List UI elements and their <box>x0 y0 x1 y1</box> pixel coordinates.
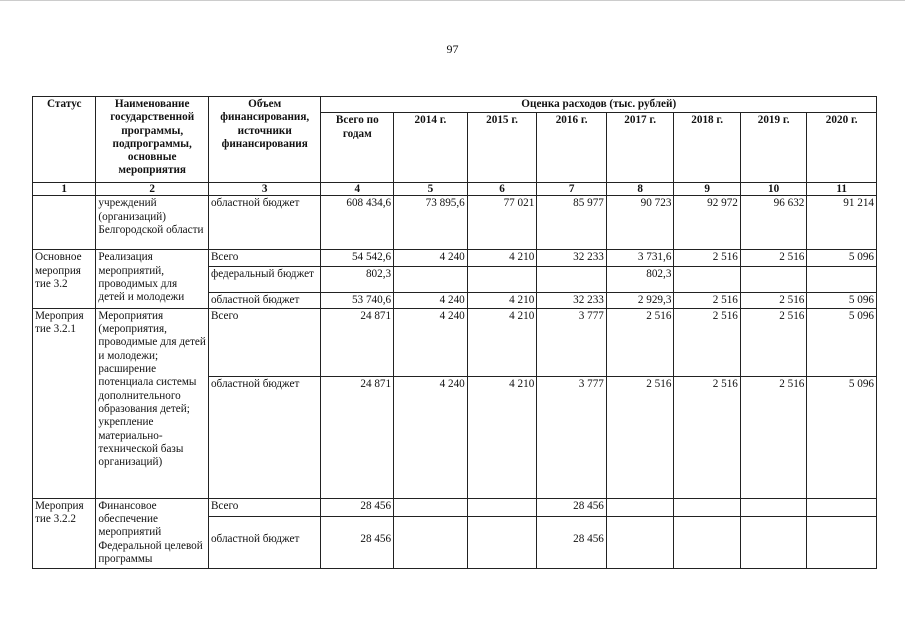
value-2018: 2 516 <box>674 250 740 266</box>
value-2014 <box>394 516 468 568</box>
column-number: 6 <box>467 183 537 196</box>
status-cell: Мероприя тие 3.2.1 <box>33 308 96 498</box>
table-row-3-2-2-total <box>33 498 877 516</box>
value-2017 <box>606 498 674 516</box>
header-total: Всего по годам <box>321 113 394 183</box>
value-2017: 2 516 <box>606 308 674 376</box>
value-2017: 802,3 <box>606 266 674 292</box>
source-cell: федеральный бюджет <box>208 266 321 292</box>
page-number: 97 <box>446 42 459 56</box>
value-2019 <box>740 266 806 292</box>
value-total: 54 542,6 <box>321 250 394 266</box>
value-2020: 91 214 <box>807 196 877 250</box>
name-cell: Реализация мероприятий, проводимых для детей и молодежи <box>96 250 209 309</box>
value-2017: 2 516 <box>606 376 674 498</box>
source-cell: Всего <box>208 250 321 266</box>
column-number: 1 <box>33 183 96 196</box>
header-year-2015: 2015 г. <box>467 113 537 183</box>
value-2020: 5 096 <box>807 292 877 308</box>
table-row-3-2-1-total <box>33 308 877 376</box>
value-2019: 2 516 <box>740 250 806 266</box>
source-cell: областной бюджет <box>208 376 321 498</box>
header-year-2014: 2014 г. <box>394 113 468 183</box>
header-estimate: Оценка расходов (тыс. рублей) <box>321 97 877 113</box>
value-2015: 4 210 <box>467 250 537 266</box>
value-2015 <box>467 498 537 516</box>
value-2014 <box>394 498 468 516</box>
value-2016: 3 777 <box>537 308 607 376</box>
header-year-2017: 2017 г. <box>606 113 674 183</box>
value-2019: 2 516 <box>740 376 806 498</box>
source-cell: областной бюджет <box>208 516 321 568</box>
column-number: 2 <box>96 183 209 196</box>
source-cell: Всего <box>208 498 321 516</box>
value-2015: 4 210 <box>467 292 537 308</box>
value-2015 <box>467 266 537 292</box>
value-2015: 4 210 <box>467 308 537 376</box>
column-number-row <box>33 183 877 196</box>
source-cell: областной бюджет <box>208 196 321 250</box>
value-total: 28 456 <box>321 516 394 568</box>
value-2014: 4 240 <box>394 250 468 266</box>
value-2017 <box>606 516 674 568</box>
value-2016: 32 233 <box>537 250 607 266</box>
column-number: 5 <box>394 183 468 196</box>
source-cell: Всего <box>208 308 321 376</box>
value-2014: 4 240 <box>394 376 468 498</box>
value-2016: 28 456 <box>537 516 607 568</box>
value-2015: 77 021 <box>467 196 537 250</box>
name-cell: учреждений (организаций) Белгородской области <box>96 196 209 250</box>
status-cell: Мероприя тие 3.2.2 <box>33 498 96 568</box>
value-2019: 2 516 <box>740 308 806 376</box>
header-year-2020: 2020 г. <box>807 113 877 183</box>
value-2020 <box>807 266 877 292</box>
column-number: 11 <box>807 183 877 196</box>
value-2019: 96 632 <box>740 196 806 250</box>
value-total: 802,3 <box>321 266 394 292</box>
value-2018 <box>674 516 740 568</box>
header-year-2019: 2019 г. <box>740 113 806 183</box>
value-2020: 5 096 <box>807 250 877 266</box>
header-year-2016: 2016 г. <box>537 113 607 183</box>
status-cell: Основное мероприя тие 3.2 <box>33 250 96 309</box>
column-number: 7 <box>537 183 607 196</box>
table-row-continuation <box>33 196 877 250</box>
value-2014: 4 240 <box>394 308 468 376</box>
value-2016 <box>537 266 607 292</box>
value-2014: 73 895,6 <box>394 196 468 250</box>
value-2017: 90 723 <box>606 196 674 250</box>
column-number: 3 <box>208 183 321 196</box>
status-cell <box>33 196 96 250</box>
value-total: 608 434,6 <box>321 196 394 250</box>
column-number: 10 <box>740 183 806 196</box>
value-2014: 4 240 <box>394 292 468 308</box>
value-2014 <box>394 266 468 292</box>
top-rule <box>0 0 905 1</box>
value-2015 <box>467 516 537 568</box>
value-total: 24 871 <box>321 376 394 498</box>
value-2019: 2 516 <box>740 292 806 308</box>
column-number: 8 <box>606 183 674 196</box>
column-number: 9 <box>674 183 740 196</box>
header-volume: Объем финансирования, источники финансирования <box>208 97 321 183</box>
value-total: 28 456 <box>321 498 394 516</box>
value-2018: 2 516 <box>674 376 740 498</box>
value-2018: 92 972 <box>674 196 740 250</box>
value-2015: 4 210 <box>467 376 537 498</box>
value-2018: 2 516 <box>674 292 740 308</box>
header-year-2018: 2018 г. <box>674 113 740 183</box>
value-2018: 2 516 <box>674 308 740 376</box>
value-total: 53 740,6 <box>321 292 394 308</box>
value-2019 <box>740 516 806 568</box>
name-cell: Финансовое обеспечение мероприятий Федеральной целевой программы <box>96 498 209 568</box>
value-2017: 3 731,6 <box>606 250 674 266</box>
expenditure-table <box>32 96 877 569</box>
name-cell: Мероприятия (мероприятия, проводимые для детей и молодежи; расширение потенциала системы дополнительного образования детей; укрепление материально-технической базы организаций) <box>96 308 209 498</box>
value-2018 <box>674 266 740 292</box>
header-name: Наименование государственной программы, подпрограммы, основные мероприятия <box>96 97 209 183</box>
value-2020: 5 096 <box>807 308 877 376</box>
header-status: Статус <box>33 97 96 183</box>
value-2017: 2 929,3 <box>606 292 674 308</box>
table-row-3-2-total <box>33 250 877 266</box>
value-2018 <box>674 498 740 516</box>
value-2016: 3 777 <box>537 376 607 498</box>
value-2016: 85 977 <box>537 196 607 250</box>
value-2020 <box>807 498 877 516</box>
value-2020 <box>807 516 877 568</box>
value-2016: 32 233 <box>537 292 607 308</box>
value-2020: 5 096 <box>807 376 877 498</box>
source-cell: областной бюджет <box>208 292 321 308</box>
value-2016: 28 456 <box>537 498 607 516</box>
column-number: 4 <box>321 183 394 196</box>
value-2019 <box>740 498 806 516</box>
value-total: 24 871 <box>321 308 394 376</box>
